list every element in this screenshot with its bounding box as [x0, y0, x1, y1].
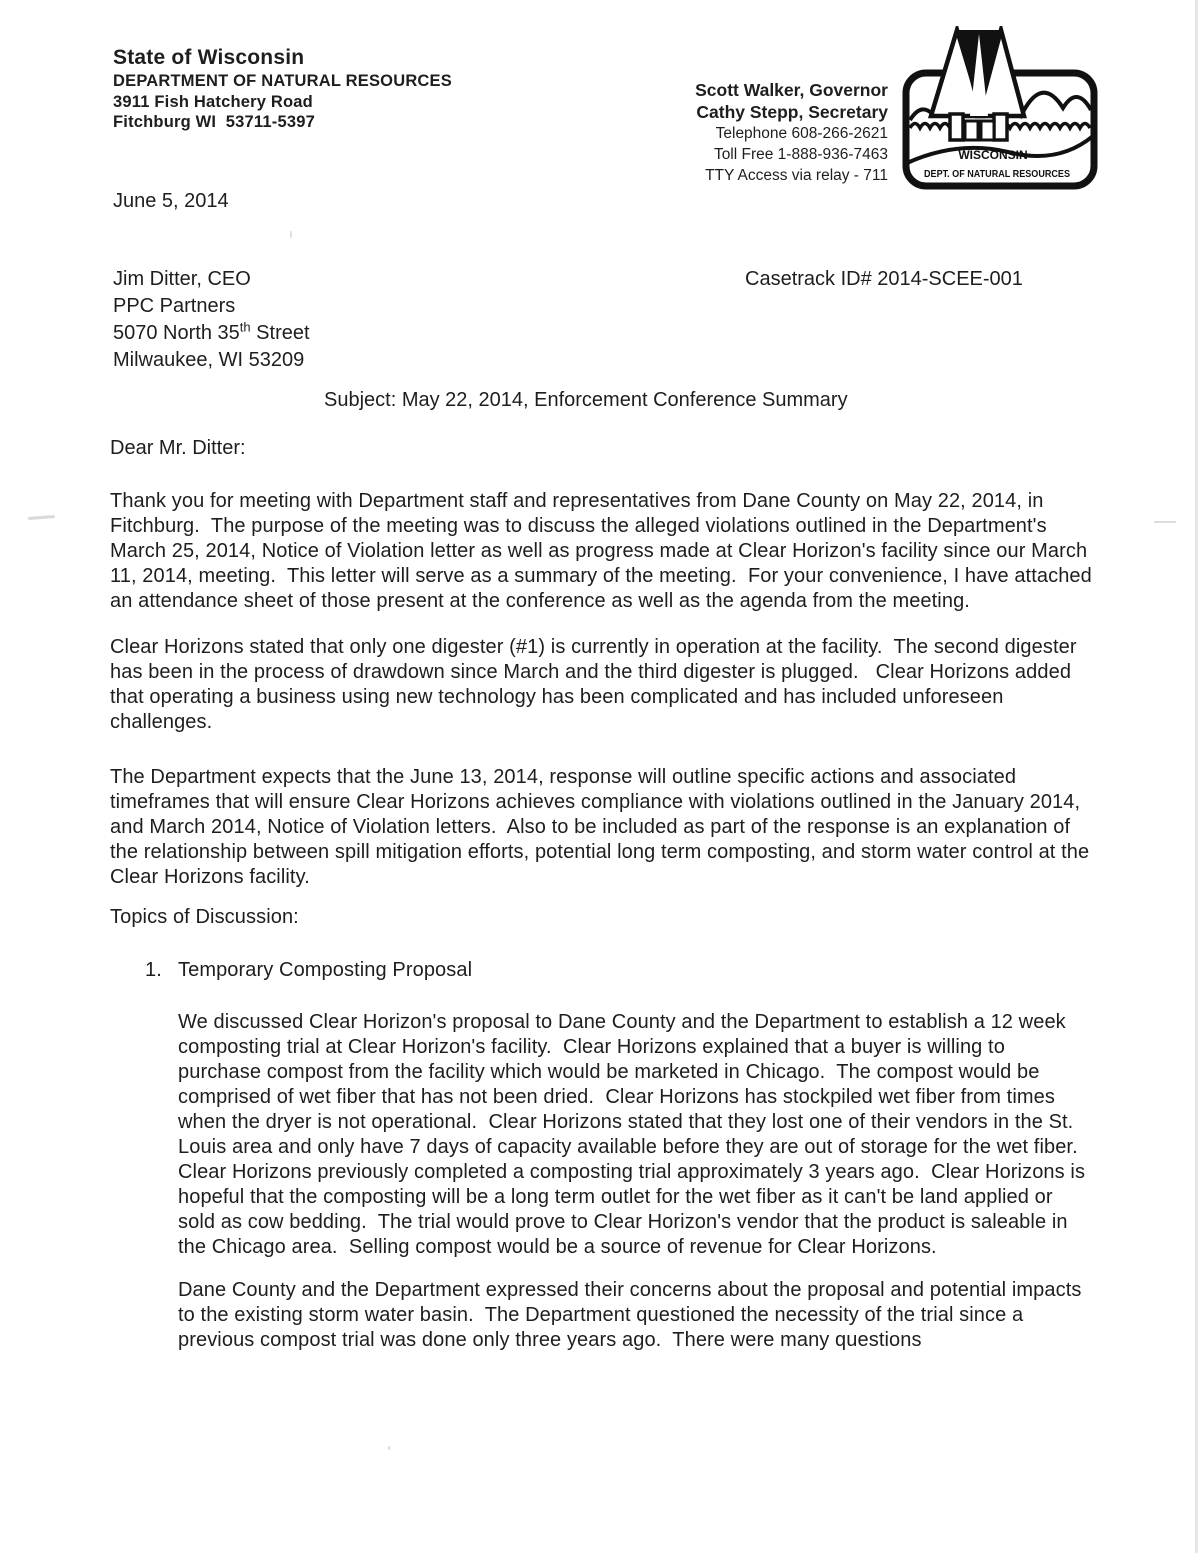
letter-body: [110, 489, 1098, 1353]
agency-header: [113, 44, 452, 133]
casetrack-id: Casetrack ID# 2014-SCEE-001: [745, 268, 1023, 290]
governor-line: Scott Walker, Governor: [695, 80, 888, 100]
agency-address-line2: Fitchburg WI 53711-5397: [113, 113, 315, 131]
recipient-company: PPC Partners: [113, 295, 236, 317]
logo-right-trunk: [994, 114, 1007, 140]
topic-paragraph-2: Dane County and the Department expressed their concerns about the proposal and potential impacts to the existing storm water basin. The Department questioned the necessity of the trial since a previous compost trial was done only three years ago. There were many questions: [178, 1279, 1088, 1351]
topics-heading: Topics of Discussion:: [110, 906, 299, 928]
salutation: Dear Mr. Ditter:: [110, 437, 246, 459]
agency-title: State of Wisconsin: [113, 46, 305, 69]
body-paragraph-1: Thank you for meeting with Department staff and representatives from Dane County on May 22, 2014, in Fitchburg. The purpose of the meeting was to discuss the alleged violations outlined in the Department's March 25, 2014, Notice of Violation letter as well as progress made at Clear Horizon's facility since our March 11, 2014, meeting. This letter will serve as a summary of the meeting. For your convenience, I have attached an attendance sheet of those present at the conference as well as the agenda from the meeting.: [110, 490, 1098, 612]
wisconsin-dnr-logo: [900, 26, 1100, 192]
agency-department: DEPARTMENT OF NATURAL RESOURCES: [113, 72, 452, 90]
logo-left-trunk: [950, 114, 963, 140]
subject-line: Subject: May 22, 2014, Enforcement Conference Summary: [324, 389, 848, 411]
recipient-street: [113, 320, 310, 347]
recipient-name: Jim Ditter, CEO: [113, 268, 251, 290]
logo-box-2: [981, 121, 994, 140]
recipient-street-name: Street: [250, 322, 310, 344]
recipient-city: Milwaukee, WI 53209: [113, 349, 305, 371]
logo-text-dept: DEPT. OF NATURAL RESOURCES: [924, 168, 1070, 180]
letter-date: June 5, 2014: [113, 190, 229, 212]
logo-box-1: [965, 121, 978, 140]
topic-title: Temporary Composting Proposal: [178, 959, 473, 981]
scan-artifact-dash-right: [1154, 521, 1176, 523]
tty-line: TTY Access via relay - 711: [705, 167, 888, 184]
scan-artifact-speck-2: [388, 1446, 390, 1450]
officials-block: [490, 79, 888, 186]
telephone-line: Telephone 608-266-2621: [715, 125, 888, 142]
toll-free-line: Toll Free 1-888-936-7463: [713, 146, 888, 163]
recipient-street-ordinal: th: [239, 319, 251, 335]
topic-number: 1.: [145, 959, 162, 981]
secretary-line: Cathy Stepp, Secretary: [696, 102, 888, 122]
topic-list-item-1: [145, 958, 1095, 983]
body-paragraph-2: Clear Horizons stated that only one digester (#1) is currently in operation at the facility. The second digester has been in the process of drawdown since March and the third digester is plugged. Clear Horizons added that operating a business using new technology has been complicated and has included unforeseen challenges.: [110, 636, 1083, 733]
topic-paragraph-1: We discussed Clear Horizon's proposal to Dane County and the Department to establish a 12 week composting trial at Clear Horizon's facility. Clear Horizons explained that a buyer is willing to purchase compost from the facility which would be marketed in Chicago. The compost would be comprised of wet fiber that has not been dried. Clear Horizons has stockpiled wet fiber from times when the dryer is not operational. Clear Horizons stated that they lost one of their vendors in the St. Louis area and only have 7 days of capacity available before they are out of storage for the wet fiber. Clear Horizons previously completed a composting trial approximately 3 years ago. Clear Horizons is hopeful that the composting will be a long term outlet for the wet fiber as it can't be land applied or sold as cow bedding. The trial would prove to Clear Horizon's vendor that the product is saleable in the Chicago area. Selling compost would be a source of revenue for Clear Horizons.: [178, 1011, 1091, 1258]
scan-artifact-dash-left: [28, 515, 55, 520]
logo-text-wisconsin: WISCONSIN: [958, 148, 1028, 162]
recipient-address: [113, 266, 310, 374]
scan-artifact-edge: [1195, 0, 1198, 1553]
scan-artifact-speck-1: [290, 231, 292, 238]
recipient-street-number: 5070 North 35: [113, 322, 240, 344]
body-paragraph-3: The Department expects that the June 13, 2014, response will outline specific actions and associated timeframes that will ensure Clear Horizons achieves compliance with violations outlined in the January 2014, and March 2014, Notice of Violation letters. Also to be included as part of the response is an explanation of the relationship between spill mitigation efforts, potential long term composting, and storm water control at the Clear Horizons facility.: [110, 766, 1095, 888]
agency-address-line1: 3911 Fish Hatchery Road: [113, 92, 313, 111]
